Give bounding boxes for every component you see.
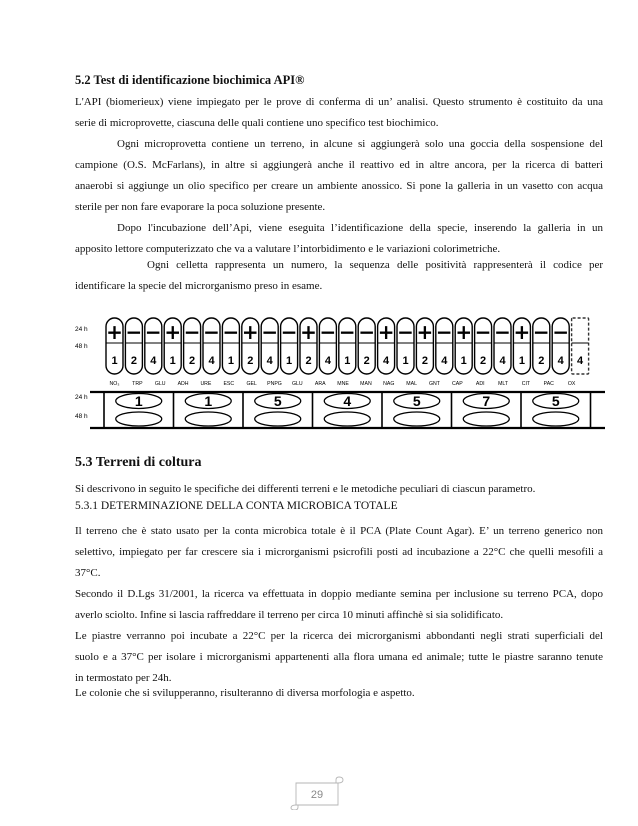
text-line: Secondo il D.Lgs 31/2001, la ricerca va effettuata in doppio mediante semina per inclusione su terreno PCA, dopo — [75, 588, 603, 600]
text-line: Si descrivono in seguito le specifiche dei differenti terreni e le metodiche peculiari di ciascun parametro. — [75, 483, 536, 495]
cupule-weight: 4 — [208, 355, 215, 367]
cupule-weight: 4 — [383, 355, 390, 367]
test-name: GLU — [154, 381, 166, 387]
paragraph-api-code — [75, 255, 603, 297]
reaction-sign: − — [552, 320, 570, 344]
reaction-sign: + — [455, 320, 473, 344]
paragraph-colonie — [75, 683, 603, 704]
cupule-weight: 2 — [247, 355, 254, 367]
test-name: ADI — [475, 381, 485, 387]
test-name: GNT — [429, 381, 440, 387]
reaction-sign: + — [513, 320, 531, 344]
reaction-sign: − — [280, 320, 298, 344]
code-digit: 1 — [134, 393, 143, 409]
text-line: Ogni microprovetta contiene un terreno, in alcune si aggiungerà solo una goccia della sospensione del — [117, 138, 603, 150]
cupule-weight: 4 — [577, 355, 584, 367]
reaction-sign: − — [203, 320, 220, 344]
reaction-sign: − — [532, 320, 550, 344]
test-name: MNE — [337, 381, 349, 387]
cupule-weight: 2 — [480, 355, 487, 367]
test-name: PNPG — [267, 381, 282, 387]
text-line: L'API (biomerieux) viene impiegato per le prove di conferma di un’ analisi. Questo strumento è costituito da una — [75, 96, 603, 108]
cupule-weight: 1 — [460, 355, 467, 367]
reaction-sign: − — [125, 320, 143, 344]
test-name: CAP — [452, 381, 463, 387]
cupule-weight: 2 — [189, 355, 196, 367]
text-line: averlo sciolto. Infine si lascia raffreddare il terreno per circa 10 minuti affinchè si sia solidificato. — [75, 609, 504, 621]
reaction-sign: − — [358, 320, 376, 344]
reaction-sign: + — [241, 320, 259, 344]
reaction-sign: + — [377, 320, 395, 344]
text-line: serie di microprovette, ciascuna delle quali contiene uno specifico test biochimico. — [75, 117, 439, 129]
paragraph-api-intro — [75, 92, 603, 134]
row-label: 48 h — [75, 343, 88, 350]
cupule-weight: 2 — [130, 355, 137, 367]
reaction-sign: + — [164, 320, 182, 344]
reaction-sign: − — [397, 320, 414, 344]
cupule-weight: 4 — [324, 355, 331, 367]
cupule-weight: 1 — [402, 355, 409, 367]
test-name: GEL — [246, 381, 257, 387]
cupule-weight: 1 — [286, 355, 293, 367]
text-line: Il terreno che è stato usato per la conta microbica totale è il PCA (Plate Count Agar). E’ un terreno generico non — [75, 525, 603, 537]
reaction-sign: − — [474, 320, 492, 344]
code-oval-48h — [394, 412, 440, 426]
cupule-weight: 2 — [538, 355, 545, 367]
page-number: 29 — [310, 789, 324, 801]
reaction-sign: − — [319, 320, 337, 344]
test-name: OX — [567, 381, 576, 387]
test-name: CIT — [521, 381, 531, 387]
test-name: ADH — [177, 381, 189, 387]
text-line: selettivo, impiegato per far crescere sia i microrganismi psicrofili posti ad incubazione a 22°C che quelli mesofili a — [75, 546, 603, 558]
reaction-sign: − — [222, 320, 240, 344]
test-name: TRP — [132, 381, 143, 387]
test-name: GLU — [292, 381, 303, 387]
reaction-sign: − — [338, 320, 356, 344]
api-strip-figure — [70, 312, 610, 432]
row-label: 24 h — [75, 326, 88, 333]
text-line: sterile per non fare evaporare la poca soluzione presente. — [75, 201, 326, 213]
reaction-sign: − — [183, 320, 201, 344]
paragraph-api-procedure — [75, 134, 603, 218]
code-oval-48h — [185, 412, 231, 426]
cupule-weight: 1 — [344, 355, 351, 367]
cupule-weight: 4 — [557, 355, 564, 367]
code-digit: 5 — [273, 393, 282, 409]
subheading-conta-microbica: 5.3.1 DETERMINAZIONE DELLA CONTA MICROBICA TOTALE — [75, 500, 398, 512]
reaction-sign: − — [494, 320, 511, 344]
test-name: MLT — [498, 381, 509, 387]
text-line: campione (O.S. McFarlans), in altre si aggiungerà anche il reattivo ed in altre ancora, per la ricerca di batteri — [75, 159, 603, 171]
test-name: ARA — [314, 381, 326, 387]
text-line: 37°C. — [75, 567, 101, 579]
code-digit: 4 — [343, 393, 352, 409]
cupule-weight: 2 — [305, 355, 312, 367]
code-oval-48h — [324, 412, 370, 426]
cupule-weight: 2 — [363, 355, 370, 367]
test-name: URE — [200, 381, 212, 387]
section-heading-api: 5.2 Test di identificazione biochimica API® — [75, 73, 305, 87]
text-line: Ogni celletta rappresenta un numero, la sequenza delle positività rappresenterà il codice per — [147, 259, 603, 271]
cupule-weight: 4 — [441, 355, 448, 367]
text-line: identificare la specie del microrganismo preso in esame. — [75, 280, 323, 292]
code-oval-48h — [255, 412, 301, 426]
code-oval-48h — [533, 412, 579, 426]
test-name: NAG — [383, 381, 395, 387]
test-name: MAL — [406, 381, 417, 387]
text-line: apposito lettore computerizzato che va a valutare l’intorbidimento e le variazioni colorimetriche. — [75, 243, 501, 255]
cupule-weight: 1 — [111, 355, 118, 367]
paragraph-terreni-intro — [75, 479, 603, 500]
code-digit: 1 — [204, 393, 213, 409]
code-digit: 5 — [412, 393, 421, 409]
reaction-sign: + — [416, 320, 434, 344]
text-line: Dopo l'incubazione dell’Api, viene eseguita l’identificazione della specie, inserendo la galleria in un — [117, 222, 603, 234]
paragraph-incubazione — [75, 626, 603, 689]
code-oval-48h — [463, 412, 509, 426]
row-label: 24 h — [75, 394, 88, 401]
cupule-weight: 1 — [169, 355, 176, 367]
test-name: PAC — [543, 381, 554, 387]
cupule-weight: 4 — [150, 355, 157, 367]
paragraph-api-identification — [75, 218, 603, 260]
reaction-sign: + — [300, 320, 317, 344]
code-digit: 5 — [551, 393, 560, 409]
reaction-sign: − — [144, 320, 162, 344]
row-label: 48 h — [75, 413, 88, 420]
paragraph-pca — [75, 521, 603, 584]
test-name: ESC — [223, 381, 235, 387]
page-number-scroll — [290, 775, 344, 810]
paragraph-dlgs — [75, 584, 603, 626]
text-line: suolo e a 37°C per isolare i microrganismi appartenenti alla flora umana ed animale; tutte le piastre saranno tenute — [75, 651, 603, 663]
cupule-weight: 1 — [518, 355, 525, 367]
text-line: anaerobi si aggiunge un olio specifico per creare un ambiente anossico. Si pone la galleria in un vasetto con acqua — [75, 180, 603, 192]
section-heading-terreni: 5.3 Terreni di coltura — [75, 455, 202, 470]
cupule-weight: 2 — [421, 355, 428, 367]
cupule-weight: 4 — [499, 355, 506, 367]
test-name: NO₃ — [109, 381, 120, 387]
text-line: Le colonie che si svilupperanno, risulteranno di diversa morfologia e aspetto. — [75, 687, 415, 699]
code-oval-48h — [116, 412, 162, 426]
reaction-sign: − — [261, 320, 279, 344]
cupule-weight: 4 — [266, 355, 273, 367]
cupule-weight: 1 — [227, 355, 234, 367]
reaction-sign: − — [435, 320, 453, 344]
text-line: Le piastre verranno poi incubate a 22°C per la ricerca dei microrganismi abbondanti negli strati superficiali del — [75, 630, 603, 642]
code-digit: 7 — [482, 393, 491, 409]
test-name: MAN — [360, 381, 372, 387]
reaction-sign: + — [106, 320, 123, 344]
text-line: in termostato per 24h. — [75, 672, 172, 684]
